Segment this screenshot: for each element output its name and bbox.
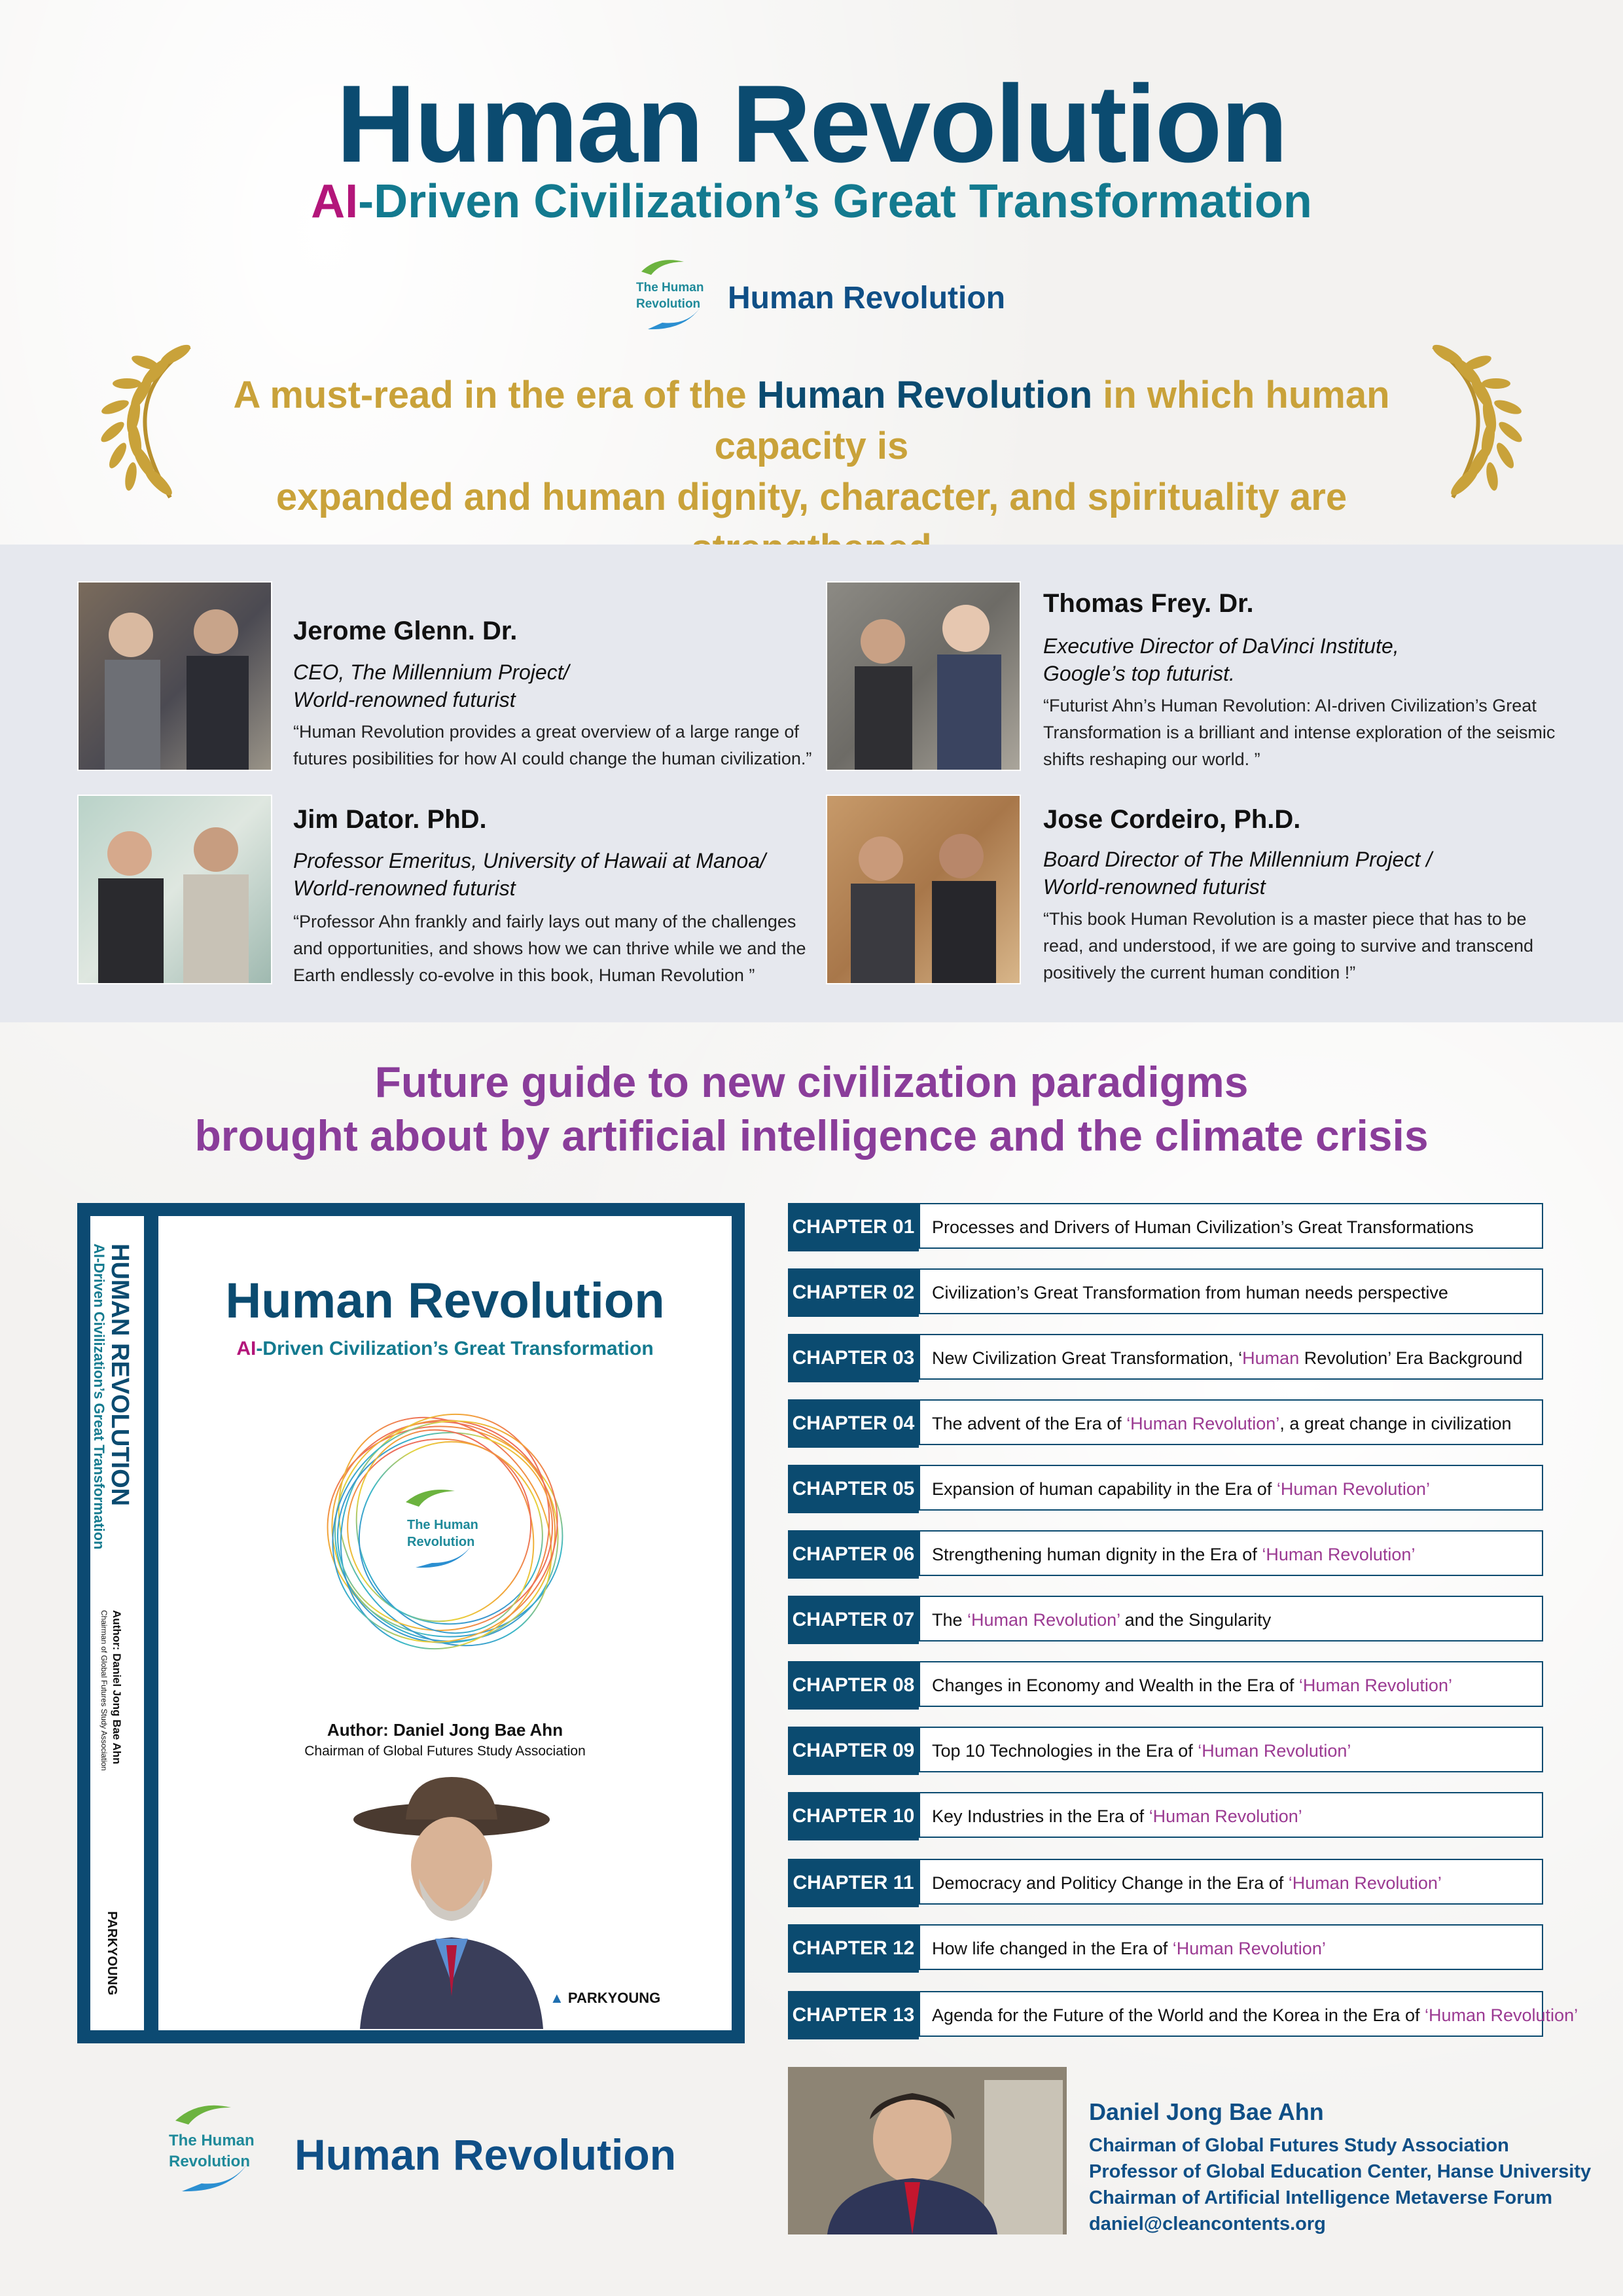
chapter-row xyxy=(788,1203,1546,1251)
chapter-label: CHAPTER 04 xyxy=(788,1399,919,1448)
poster-title: Human Revolution xyxy=(336,62,1287,185)
spine-author: Author: Daniel Jong Bae Ahn xyxy=(111,1610,123,1765)
header-logo-icon xyxy=(622,252,720,337)
poster-subtitle xyxy=(0,175,1623,228)
chapter-title: Key Industries in the Era of ‘Human Revolution’ xyxy=(919,1792,1543,1838)
endorser-photo-cordeiro xyxy=(826,795,1021,984)
chapter-row xyxy=(788,1727,1546,1775)
spine-role: Chairman of Global Futures Study Association xyxy=(99,1610,109,1771)
chapter-label: CHAPTER 13 xyxy=(788,1991,919,2039)
cover-subtitle: AI-Driven Civilization’s Great Transformation xyxy=(236,1338,654,1359)
spine-subtitle: AI-Driven Civilization’s Great Transformation xyxy=(91,1244,107,1550)
chapter-row xyxy=(788,1334,1546,1382)
tagline xyxy=(157,370,1466,574)
endorser-quote: “Futurist Ahn’s Human Revolution: AI-driven Civilization’s Great Transformation is a brilliant and intense exploration of the seismic shifts reshaping our world. ” xyxy=(1043,696,1556,769)
endorser-quote: “Professor Ahn frankly and fairly lays out many of the challenges and opportunities, and shows how we can thrive while we and the Earth endlessly co-evolve in this book, Human Revolution ” xyxy=(293,912,806,985)
chapter-row xyxy=(788,1465,1546,1513)
chapter-title: Top 10 Technologies in the Era of ‘Human Revolution’ xyxy=(919,1727,1543,1772)
cover-author-portrait xyxy=(347,1774,556,2029)
chapter-label: CHAPTER 05 xyxy=(788,1465,919,1513)
chapter-title: Democracy and Politicy Change in the Era of ‘Human Revolution’ xyxy=(919,1859,1543,1905)
endorser-name: Jose Cordeiro, Ph.D. xyxy=(1043,805,1301,834)
chapter-title: How life changed in the Era of ‘Human Revolution’ xyxy=(919,1924,1543,1970)
endorser-quote: “Human Revolution provides a great overview of a large range of futures posibilities for how AI could change the human civilization.” xyxy=(293,722,812,768)
spine-title: HUMAN REVOLUTION xyxy=(106,1244,134,1507)
publisher-icon: ▲ xyxy=(550,1990,564,2006)
cover-title: Human Revolution xyxy=(225,1273,665,1329)
header-logo-line2: Revolution xyxy=(636,297,701,311)
chapter-label: CHAPTER 06 xyxy=(788,1530,919,1579)
endorser-quote: “This book Human Revolution is a master piece that has to be read, and understood, if we are going to survive and transcend positively the current human condition !” xyxy=(1043,909,1533,982)
subtitle-ai: AI xyxy=(311,175,359,228)
cover-publisher: ▲ PARKYOUNG xyxy=(550,1990,661,2006)
cover-logo-line2: Revolution xyxy=(407,1535,475,1549)
footer-logo-icon xyxy=(149,2094,274,2199)
spine-publisher: PARKYOUNG xyxy=(105,1911,119,1996)
endorser-title: Executive Director of DaVinci Institute, Google’s top futurist. xyxy=(1043,634,1399,685)
chapter-row xyxy=(788,1792,1546,1840)
chapter-label: CHAPTER 09 xyxy=(788,1727,919,1775)
chapter-row xyxy=(788,1924,1546,1973)
subtitle-rest: -Driven Civilization’s Great Transformation xyxy=(358,175,1312,228)
chapter-row xyxy=(788,1991,1578,2039)
chapter-label: CHAPTER 01 xyxy=(788,1203,919,1251)
footer-logo-line1: The Human xyxy=(169,2132,255,2149)
endorser-photo-frey xyxy=(826,581,1021,771)
endorser-title: Professor Emeritus, University of Hawaii at Manoa/ World-renowned futurist xyxy=(293,849,766,900)
chapter-label: CHAPTER 12 xyxy=(788,1924,919,1973)
chapter-label: CHAPTER 10 xyxy=(788,1792,919,1840)
tagline-part1: A must-read in the era of the xyxy=(233,374,757,416)
chapter-row xyxy=(788,1661,1546,1710)
chapter-row xyxy=(788,1596,1546,1644)
header-logo-line1: The Human xyxy=(636,281,704,295)
endorser-name: Jerome Glenn. Dr. xyxy=(293,617,518,645)
tagline-highlight: Human Revolution xyxy=(757,374,1093,416)
author-email[interactable]: daniel@cleancontents.org xyxy=(1089,2214,1326,2234)
endorser-title: CEO, The Millennium Project/ World-renowned futurist xyxy=(293,660,569,711)
tagline-part2: in which human capacity is xyxy=(714,374,1390,467)
chapter-title: Civilization’s Great Transformation from human needs perspective xyxy=(919,1268,1543,1314)
chapter-row xyxy=(788,1399,1546,1448)
chapter-title: Expansion of human capability in the Era of ‘Human Revolution’ xyxy=(919,1465,1543,1511)
chapter-title: The advent of the Era of ‘Human Revolution’, a great change in civilization xyxy=(919,1399,1543,1445)
footer-logo-line2: Revolution xyxy=(169,2153,250,2170)
footer-logo-text: Human Revolution xyxy=(294,2130,677,2179)
chapter-title: The ‘Human Revolution’ and the Singularity xyxy=(919,1596,1543,1641)
chapter-label: CHAPTER 11 xyxy=(788,1859,919,1907)
cover-author-role: Chairman of Global Futures Study Association xyxy=(304,1744,586,1759)
chapter-row xyxy=(788,1859,1546,1907)
chapter-title: New Civilization Great Transformation, ‘Human Revolution’ Era Background xyxy=(919,1334,1543,1380)
author-photo xyxy=(788,2067,1067,2234)
endorser-photo-glenn xyxy=(77,581,272,771)
header-logo-text: Human Revolution xyxy=(728,281,1006,315)
cover-logo-line1: The Human xyxy=(407,1518,478,1532)
chapter-label: CHAPTER 03 xyxy=(788,1334,919,1382)
endorser-photo-dator xyxy=(77,795,272,984)
chapter-row xyxy=(788,1268,1546,1317)
chapter-row xyxy=(788,1530,1546,1579)
chapter-label: CHAPTER 07 xyxy=(788,1596,919,1644)
chapter-label: CHAPTER 08 xyxy=(788,1661,919,1710)
author-line3: Chairman of Artificial Intelligence Metaverse Forum xyxy=(1089,2187,1552,2208)
author-line1: Chairman of Global Futures Study Association xyxy=(1089,2135,1509,2156)
cover-author: Author: Daniel Jong Bae Ahn xyxy=(327,1720,563,1740)
chapter-label: CHAPTER 02 xyxy=(788,1268,919,1317)
spine-text xyxy=(91,1244,141,2029)
tagline-line2: expanded and human dignity, character, and spirituality are xyxy=(276,476,1347,518)
chapter-title: Agenda for the Future of the World and the Korea in the Era of ‘Human Revolution’ xyxy=(919,1991,1543,2037)
author-line2: Professor of Global Education Center, Hanse University xyxy=(1089,2161,1592,2182)
endorser-name: Thomas Frey. Dr. xyxy=(1043,589,1254,618)
chapter-title: Changes in Economy and Wealth in the Era of ‘Human Revolution’ xyxy=(919,1661,1543,1707)
section-heading: Future guide to new civilization paradigms brought about by artificial intelligence and the climate crisis xyxy=(194,1058,1429,1160)
author-name: Daniel Jong Bae Ahn xyxy=(1089,2098,1324,2125)
endorser-name: Jim Dator. PhD. xyxy=(293,805,487,834)
chapter-title: Strengthening human dignity in the Era of ‘Human Revolution’ xyxy=(919,1530,1543,1576)
endorser-title: Board Director of The Millennium Project / World-renowned futurist xyxy=(1043,848,1432,899)
chapter-title: Processes and Drivers of Human Civilization’s Great Transformations xyxy=(919,1203,1543,1249)
cover-swirl-icon xyxy=(308,1394,582,1669)
